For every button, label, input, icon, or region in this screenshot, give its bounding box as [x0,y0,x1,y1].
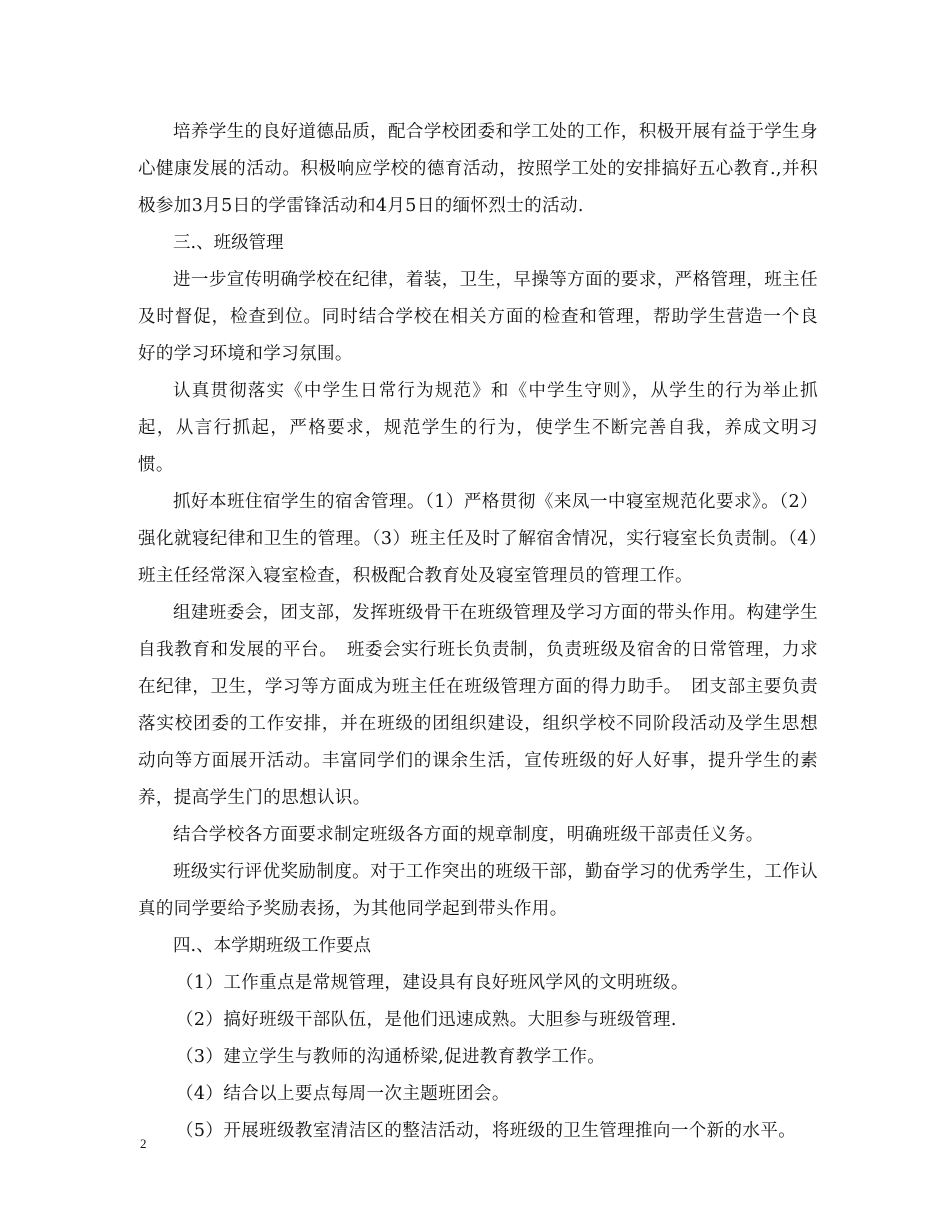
paragraph-code-of-conduct: 认真贯彻落实《中学生日常行为规范》和《中学生守则》，从学生的行为举止抓起，从言行抓起，严格要求，规范学生的行为，使学生不断完善自我，养成文明习惯。 [138,381,818,475]
list-item: （2）搞好班级干部队伍，是他们迅速成熟。大胆参与班级管理. [176,1010,677,1030]
paragraph-reward-system: 班级实行评优奖励制度。对于工作突出的班级干部，勤奋学习的优秀学生，工作认真的同学要给予奖励表扬，为其他同学起到带头作用。 [138,862,818,919]
section-heading-work-points: 四.、本学期班级工作要点 [173,936,372,956]
list-item: （4）结合以上要点每周一次主题班团会。 [176,1084,510,1104]
list-item: （3）建立学生与教师的沟通桥梁,促进教育教学工作。 [176,1047,606,1067]
page-number: 2 [140,1136,147,1151]
section-heading-class-management: 三.、班级管理 [173,233,284,253]
paragraph-discipline-requirements: 进一步宣传明确学校在纪律，着装，卫生，早操等方面的要求，严格管理，班主任及时督促，检查到位。同时结合学校在相关方面的检查和管理，帮助学生营造一个良好的学习环境和学习氛围。 [138,270,818,364]
paragraph-class-committee: 组建班委会，团支部，发挥班级骨干在班级管理及学习方面的带头作用。构建学生自我教育和发展的平台。 班委会实行班长负责制，负责班级及宿舍的日常管理，力求在纪律，卫生，学习等方面成为班主任在班级管理方面的得力助手。 团支部主要负责落实校团委的工作安排，并在班级的团组织建设，组织学校不同阶段活动及学生思想动向等方面展开活动。丰富同学们的课余生活，宣传班级的好人好事，提升学生的素养，提高学生门的思想认识。 [138,603,818,808]
list-item: （1）工作重点是常规管理，建设具有良好班风学风的文明班级。 [176,973,689,993]
paragraph-rules-and-regulations: 结合学校各方面要求制定班级各方面的规章制度，明确班级干部责任义务。 [173,825,764,845]
document-body [138,114,818,1150]
paragraph-moral-education: 培养学生的良好道德品质，配合学校团委和学工处的工作，积极开展有益于学生身心健康发展的活动。积极响应学校的德育活动，按照学工处的安排搞好五心教育.,并积极参加3月5日的学雷锋活动和4月5日的缅怀烈士的活动. [138,122,818,216]
paragraph-dormitory-management: 抓好本班住宿学生的宿舍管理。（1）严格贯彻《来凤一中寝室规范化要求》。（2）强化就寝纪律和卫生的管理。（3）班主任及时了解宿舍情况，实行寝室长负责制。（4）班主任经常深入寝室检查，积极配合教育处及寝室管理员的管理工作。 [138,492,818,586]
list-item: （5）开展班级教室清洁区的整洁活动，将班级的卫生管理推向一个新的水平。 [176,1121,797,1141]
